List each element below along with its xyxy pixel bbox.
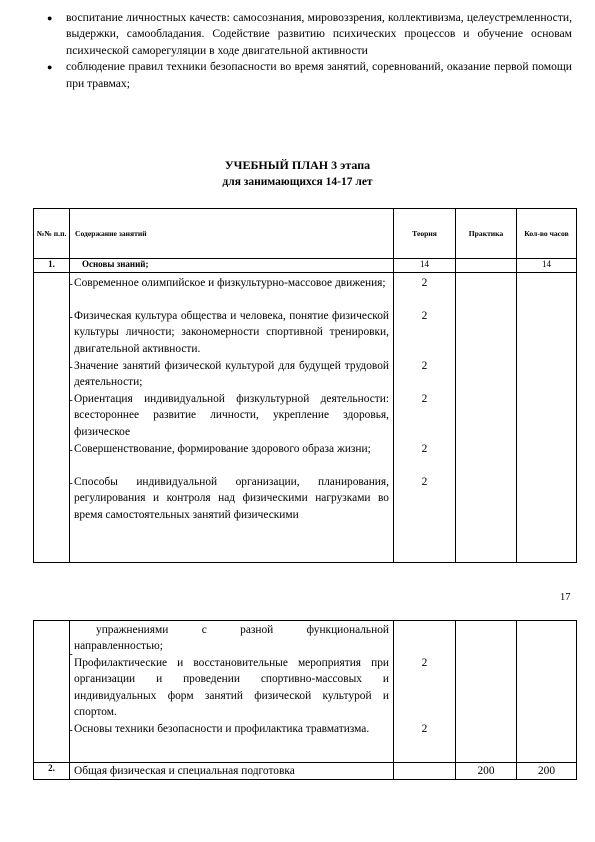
plan-title: УЧЕБНЫЙ ПЛАН 3 этапа: [224, 158, 371, 172]
theory-hours: 2: [421, 657, 428, 669]
section-hours: 14: [517, 259, 577, 273]
section-title: Общая физическая и специальная подготовка: [70, 763, 394, 780]
page-number: 17: [560, 592, 571, 603]
topics-cell: [70, 273, 394, 563]
section-theory: 14: [394, 259, 456, 273]
theory-hours: 2: [421, 443, 428, 455]
topics-hours-cell: [517, 273, 577, 563]
section-practice: [456, 259, 517, 273]
topic-item: - Совершенствование, формирование здорового образа жизни;: [69, 443, 371, 456]
topics-row: [34, 621, 577, 763]
header-practice: Практика: [456, 209, 517, 259]
topic-item: - Основы техники безопасности и профилактика травматизма.: [69, 723, 370, 736]
topics-num-cell: [34, 273, 70, 563]
header-content: Содержание занятий: [70, 209, 394, 259]
header-hours: Кол-во часов: [517, 209, 577, 259]
section-practice: 200: [456, 763, 517, 780]
section-num: 2.: [34, 763, 70, 780]
topic-item: - Значение занятий физической культурой для будущей трудовой деятельности;: [69, 360, 389, 389]
section-theory: [394, 763, 456, 780]
header-row: [34, 209, 577, 259]
section-row: [34, 763, 577, 780]
topic-item: - Профилактические и восстановительные мероприятия при организации и проведении спортивно-массовых и индивидуальных форм занятий физической культурой и спортом.: [69, 649, 389, 719]
theory-hours: 2: [421, 393, 428, 405]
section-hours: 200: [517, 763, 577, 780]
header-num: №№ п.п.: [34, 209, 70, 259]
topics-practice-cell: [456, 273, 517, 563]
theory-hours: 2: [421, 277, 428, 289]
theory-hours: 2: [421, 723, 428, 735]
topic-item: - Способы индивидуальной организации, планирования, регулирования и контроля над физическими нагрузками во время самостоятельных занятий физическими: [69, 476, 389, 521]
topics-hours-cell: [517, 621, 577, 763]
topics-practice-cell: [456, 621, 517, 763]
topics-num-cell: [34, 621, 70, 763]
topic-item: - Современное олимпийское и физкультурно-массовое движения;: [69, 277, 386, 290]
theory-hours: 2: [421, 360, 428, 372]
topics-theory-cell: [394, 621, 456, 763]
goal-item: ● соблюдение правил техники безопасности во время занятий, соревнований, оказание первой помощи при травмах;: [44, 59, 572, 92]
curriculum-table-page1: [33, 208, 577, 563]
topics-theory-cell: [394, 273, 456, 563]
topics-row: [34, 273, 577, 563]
plan-subtitle: для занимающихся 14-17 лет: [222, 176, 373, 188]
theory-hours: 2: [421, 476, 428, 488]
goal-item: ● воспитание личностных качеств: самосознания, мировоззрения, коллективизма, целеустремленности, выдержки, самообладания. Содействие развитию психических процессов и обучение основам психической саморегуляции в ходе двигательной активности: [44, 10, 572, 59]
theory-hours: 2: [421, 310, 428, 322]
section-title: Основы знаний;: [70, 259, 394, 273]
curriculum-table-page2: [33, 620, 577, 780]
section-num: 1.: [34, 259, 70, 273]
section-row: [34, 259, 577, 273]
header-theory: Теория: [394, 209, 456, 259]
topics-cell: [70, 621, 394, 763]
topic-item: - Ориентация индивидуальной физкультурной деятельности: всестороннее развитие личности, укрепление здоровья, физическое: [69, 393, 389, 438]
topic-continuation: упражнениями с разной функциональной направленностью;: [74, 624, 389, 653]
topic-item: - Физическая культура общества и человека, понятие физической культуры личности; закономерности спортивной тренировки, двигательной активности.: [69, 310, 389, 355]
goals-list: [44, 10, 572, 92]
